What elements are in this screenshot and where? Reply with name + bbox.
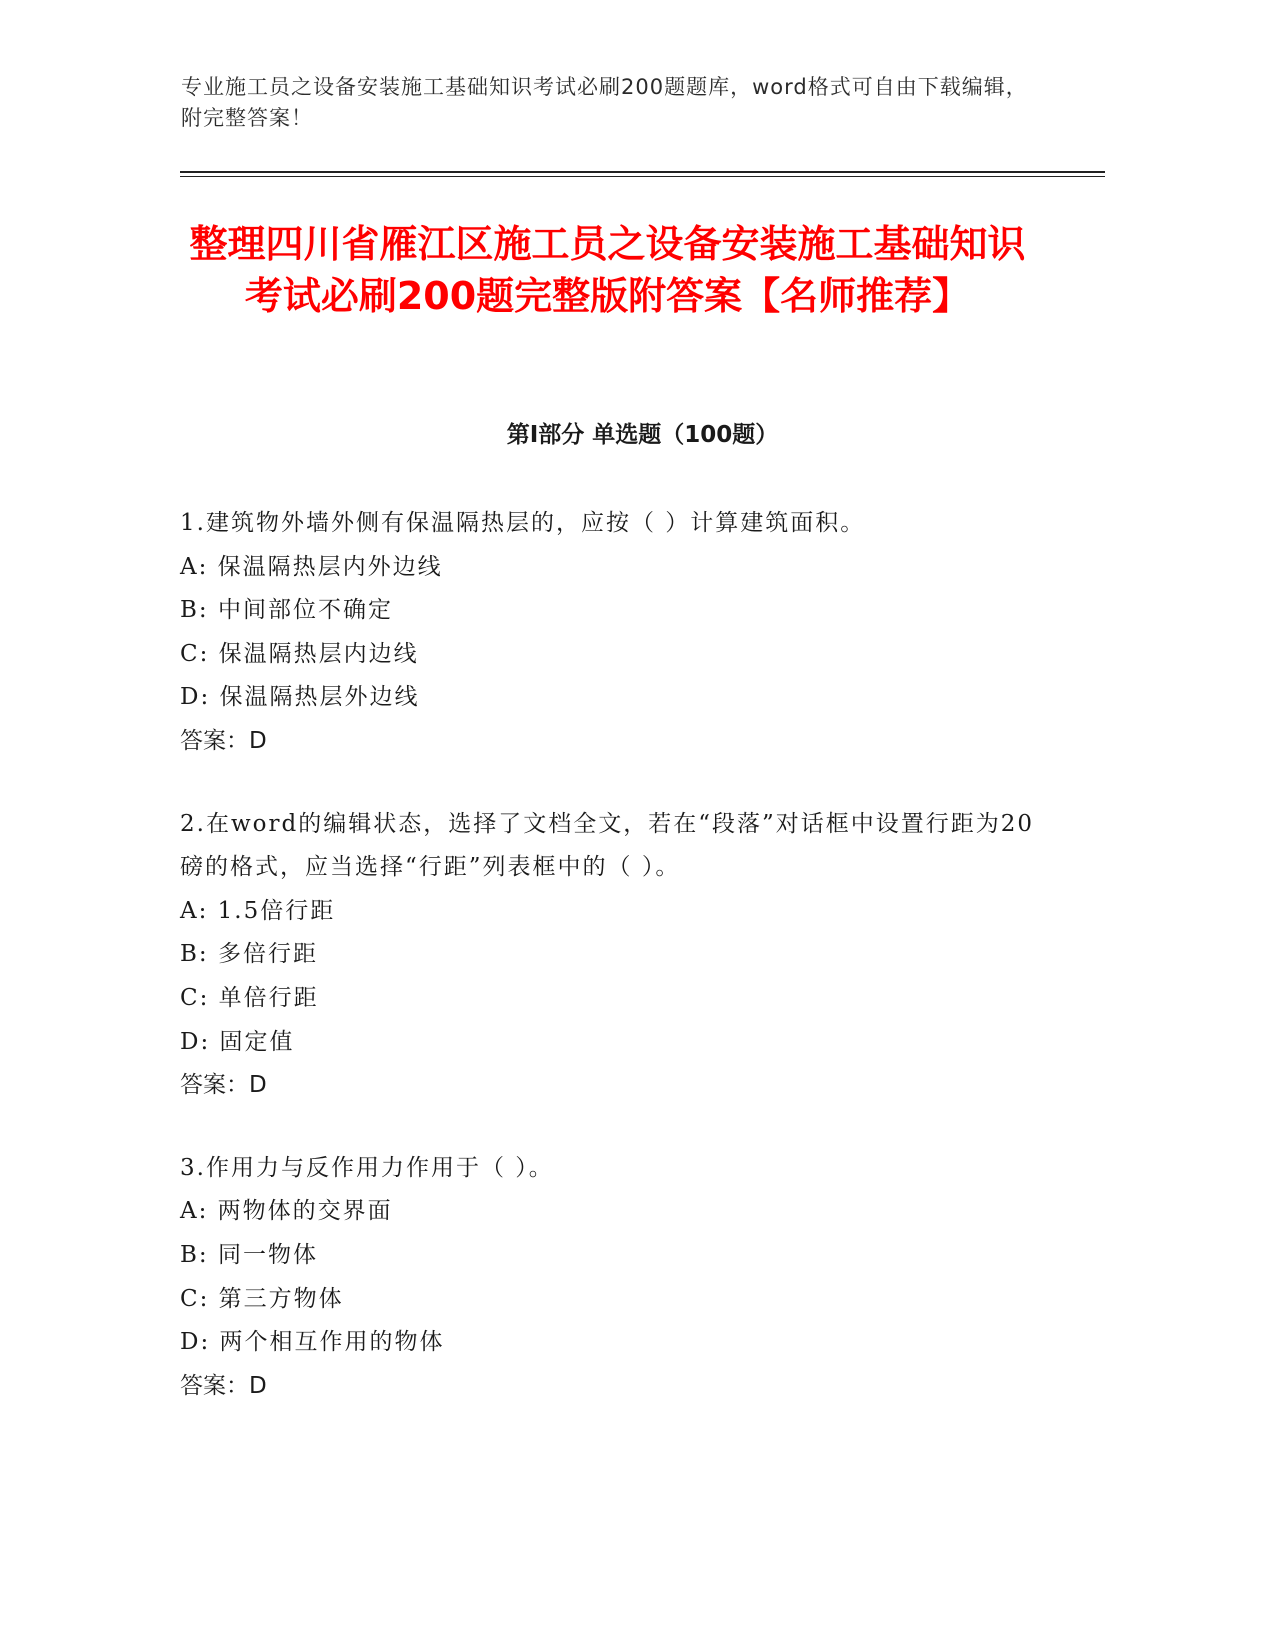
header-note: 专业施工员之设备安装施工基础知识考试必刷200题题库，word格式可自由下载编辑，附完整答案！ [181,75,1028,130]
question-item [180,502,1040,764]
document-title: 整理四川省雁江区施工员之设备安装施工基础知识考试必刷200题完整版附答案【名师推荐】 [189,222,1026,318]
header-divider-thin [180,176,1105,177]
option-c: C: 保温隔热层内边线 [180,640,419,667]
option-b: B: 中间部位不确定 [180,597,393,624]
question-item [180,1147,1040,1409]
question-list [180,502,1040,1447]
option-d: D: 固定值 [180,1028,295,1055]
question-stem: 1.建筑物外墙外侧有保温隔热层的，应按（ ）计算建筑面积。 [180,510,866,536]
section-heading: 第Ⅰ部分 单选题（100题） [506,422,779,448]
header-divider-thick [180,171,1105,173]
option-d: D: 两个相互作用的物体 [180,1329,445,1356]
option-a: A: 两物体的交界面 [180,1198,393,1225]
option-a: A: 1.5倍行距 [180,897,336,924]
answer-line: 答案：D [180,1372,267,1399]
answer-line: 答案：D [180,1072,267,1099]
question-stem: 2.在word的编辑状态，选择了文档全文，若在“段落”对话框中设置行距为20磅的格式，应当选择“行距”列表框中的（ ）。 [180,810,1034,881]
option-a: A: 保温隔热层内外边线 [180,553,443,580]
option-b: B: 同一物体 [180,1241,318,1268]
question-item [180,803,1040,1108]
option-d: D: 保温隔热层外边线 [180,684,420,711]
option-c: C: 单倍行距 [180,984,319,1011]
option-c: C: 第三方物体 [180,1285,344,1312]
option-b: B: 多倍行距 [180,941,318,968]
question-stem: 3.作用力与反作用力作用于（ ）。 [180,1154,554,1181]
answer-line: 答案：D [180,727,267,754]
